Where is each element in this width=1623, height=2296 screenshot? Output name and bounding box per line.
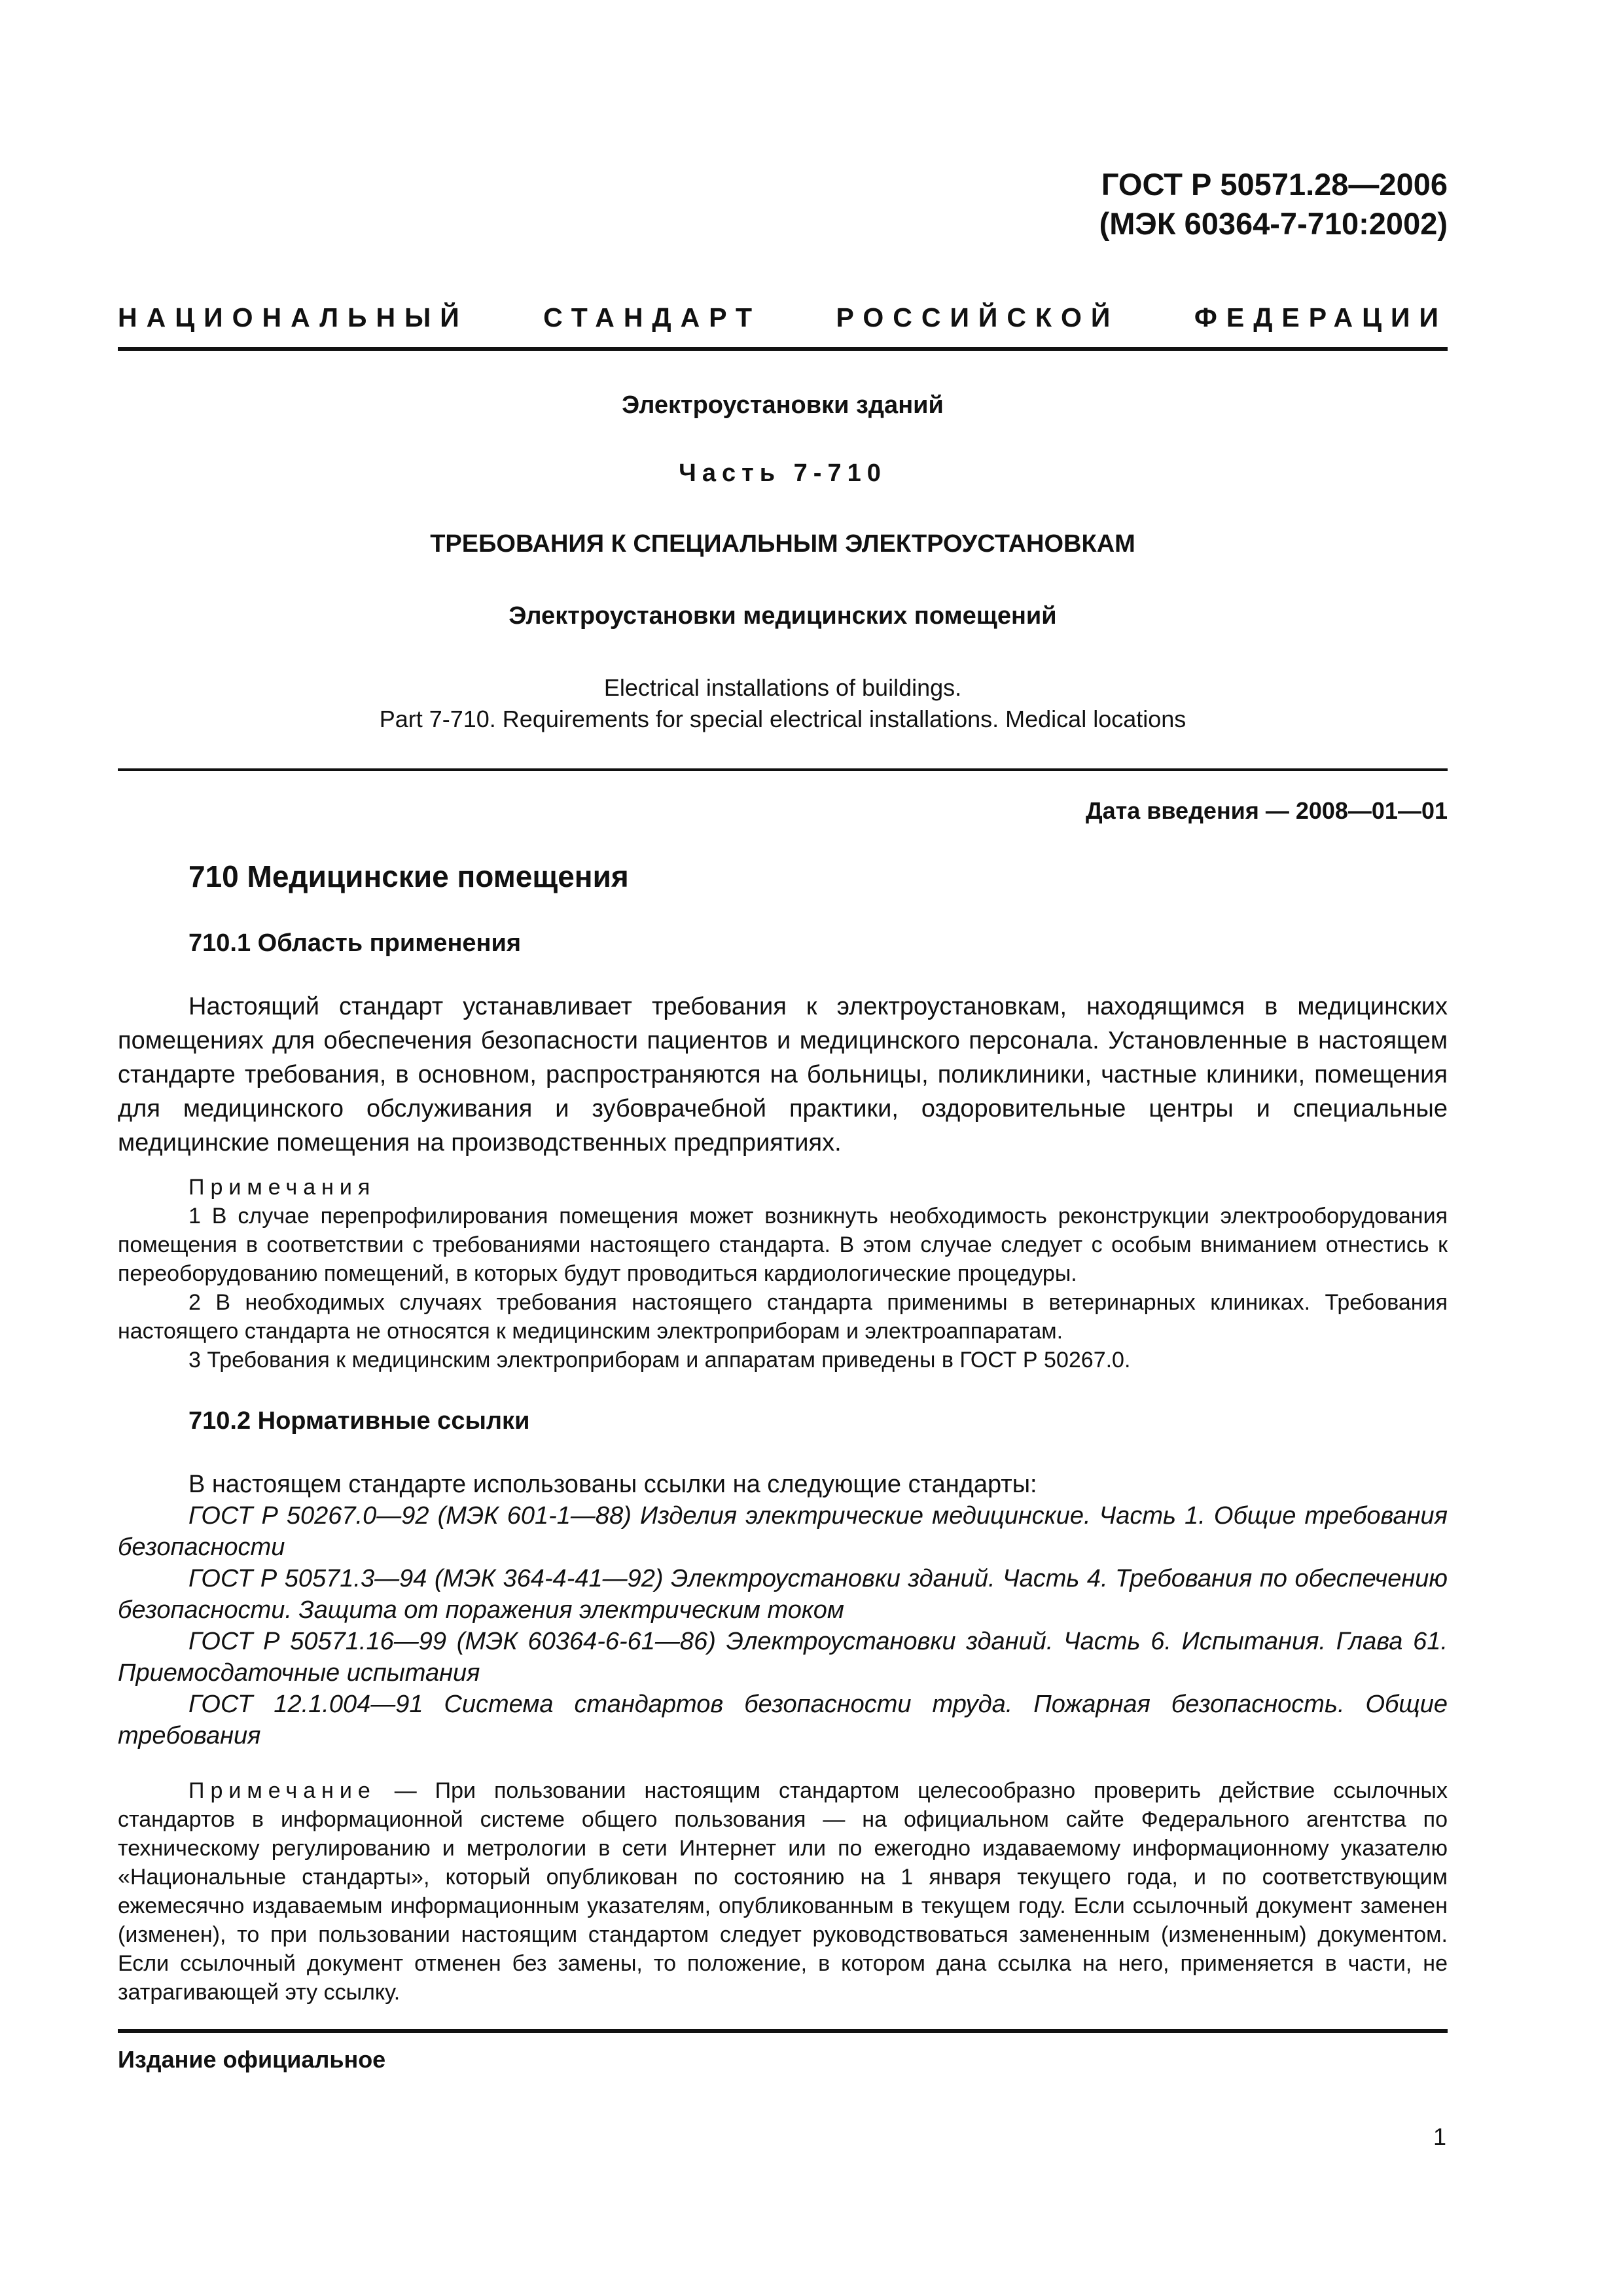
note-item: 1 В случае перепрофилирования помещения может возникнуть необходимость реконструкции электрооборудования помещения в соответствии с требованиями настоящего стандарта. В этом случае следует с особым вниманием отнестись к переоборудованию помещений, в которых будут проводиться кардиологические процедуры. bbox=[118, 1204, 1448, 1286]
banner-word: ФЕДЕРАЦИИ bbox=[1194, 302, 1448, 332]
reference-item: ГОСТ Р 50571.3—94 (МЭК 364-4-41—92) Электроустановки зданий. Часть 4. Требования по обеспечению безопасности. Защита от поражения электрическим током bbox=[118, 1565, 1448, 1624]
official-edition-label: Издание официальное bbox=[118, 2046, 386, 2073]
section-heading: 710 Медицинские помещения bbox=[188, 859, 629, 893]
title-english-1: Electrical installations of buildings. bbox=[603, 674, 962, 701]
title-main: ТРЕБОВАНИЯ К СПЕЦИАЛЬНЫМ ЭЛЕКТРОУСТАНОВКАМ bbox=[430, 530, 1135, 558]
references-heading: 710.2 Нормативные ссылки bbox=[188, 1407, 530, 1435]
title-english-2: Part 7-710. Requirements for special electrical installations. Medical locations bbox=[379, 706, 1186, 732]
title-rule bbox=[118, 768, 1448, 771]
note-item: 2 В необходимых случаях требования настоящего стандарта применимы в ветеринарных клиниках. Требования настоящего стандарта не относятся к медицинским электроприборам и электроаппаратам. bbox=[118, 1290, 1448, 1344]
title-line-1: Электроустановки зданий bbox=[622, 391, 944, 419]
introduction-date: Дата введения — 2008—01—01 bbox=[1085, 797, 1448, 824]
references-note bbox=[118, 1776, 1448, 2007]
notes-block bbox=[118, 1173, 1448, 1374]
references-intro: В настоящем стандарте использованы ссылки на следующие стандарты: bbox=[188, 1471, 1037, 1498]
national-standard-banner bbox=[118, 302, 1448, 333]
banner-word: СТАНДАРТ bbox=[543, 302, 762, 332]
scope-paragraph: Настоящий стандарт устанавливает требования к электроустановкам, находящимся в медицинских помещениях для обеспечения безопасности пациентов и медицинского персонала. Установленные в настоящем стандарте требования, в основном, распространяются на больницы, поликлиники, частные клиники, помещения для медицинского обслуживания и зубоврачебной практики, оздоровительные центры и специальные медицинские помещения на производственных предприятиях. bbox=[118, 993, 1448, 1157]
references-block bbox=[118, 1469, 1448, 1751]
standard-code-gost: ГОСТ Р 50571.28—2006 bbox=[1101, 167, 1448, 202]
note-text: — При пользовании настоящим стандартом целесообразно проверить действие ссылочных стандартов в информационной системе общего пользования — на официальном сайте Федерального агентства по техническому регулированию и метрологии в сети Интернет или по ежегодно издаваемому информационному указателю «Национальные стандарты», который опубликован по состоянию на 1 января текущего года, и по соответствующим ежемесячно издаваемым информационным указателям, опубликованным в текущем году. Если ссылочный документ заменен (изменен), то при пользовании настоящим стандартом следует руководствоваться замененным (измененным) документом. Если ссылочный документ отменен без замены, то положение, в котором дана ссылка на него, применяется в части, не затрагивающей эту ссылку. bbox=[118, 1778, 1448, 2005]
reference-item: ГОСТ Р 50267.0—92 (МЭК 601-1—88) Изделия электрические медицинские. Часть 1. Общие требования безопасности bbox=[118, 1502, 1448, 1561]
title-part: Часть 7-710 bbox=[679, 459, 887, 487]
note-item: 3 Требования к медицинским электроприборам и аппаратам приведены в ГОСТ Р 50267.0. bbox=[188, 1348, 1131, 1372]
scope-heading: 710.1 Область применения bbox=[188, 929, 522, 957]
banner-word: РОССИЙСКОЙ bbox=[836, 302, 1120, 332]
standard-code bbox=[1099, 165, 1448, 243]
scope-section bbox=[118, 990, 1448, 1160]
notes-label: Примечания bbox=[188, 1175, 376, 1200]
banner-rule bbox=[118, 347, 1448, 351]
standard-code-iec: (МЭК 60364-7-710:2002) bbox=[1099, 206, 1448, 241]
note-label: Примечание bbox=[188, 1778, 376, 1803]
page-number: 1 bbox=[1433, 2123, 1446, 2150]
footer-rule bbox=[118, 2029, 1448, 2033]
banner-word: НАЦИОНАЛЬНЫЙ bbox=[118, 302, 469, 332]
title-subtitle: Электроустановки медицинских помещений bbox=[508, 602, 1057, 630]
reference-item: ГОСТ 12.1.004—91 Система стандартов безопасности труда. Пожарная безопасность. Общие требования bbox=[118, 1691, 1448, 1749]
reference-item: ГОСТ Р 50571.16—99 (МЭК 60364-6-61—86) Электроустановки зданий. Часть 6. Испытания. Глава 61. Приемосдаточные испытания bbox=[118, 1628, 1448, 1687]
